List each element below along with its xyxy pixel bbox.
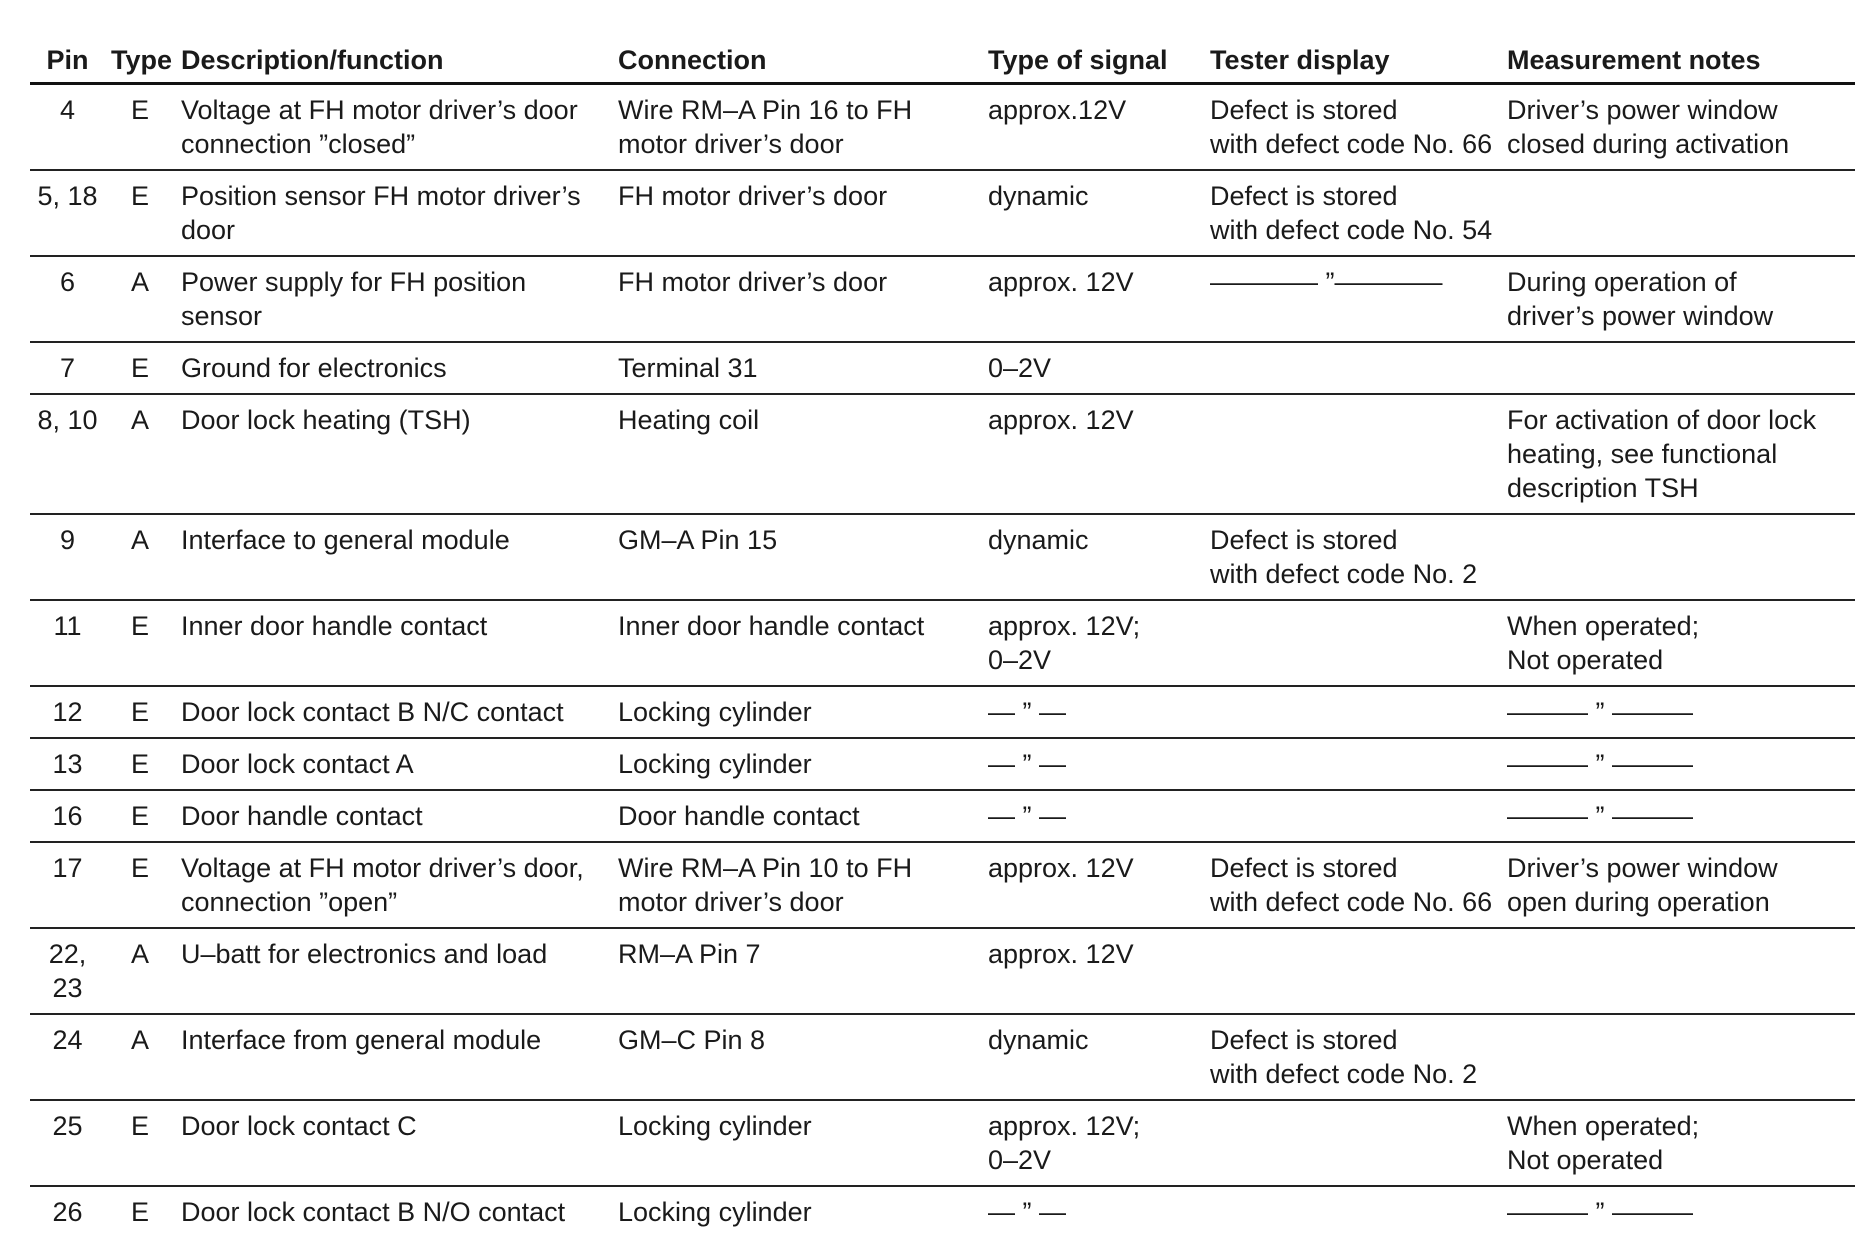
cell-notes xyxy=(1501,928,1855,1014)
cell-signal: dynamic xyxy=(982,1014,1204,1100)
cell-signal: — ” — xyxy=(982,686,1204,738)
header-description: Description/function xyxy=(175,30,612,84)
cell-tester xyxy=(1204,342,1501,394)
table-row xyxy=(30,1100,1855,1186)
cell-type: E xyxy=(105,686,175,738)
cell-notes xyxy=(1501,170,1855,256)
table-row xyxy=(30,394,1855,514)
cell-notes: ——— ” ——— xyxy=(1501,738,1855,790)
cell-pin: 6 xyxy=(30,256,105,342)
cell-connection: Locking cylinder xyxy=(612,738,982,790)
cell-description: Door lock contact C xyxy=(175,1100,612,1186)
cell-pin: 5, 18 xyxy=(30,170,105,256)
cell-description: Door lock heating (TSH) xyxy=(175,394,612,514)
cell-pin: 17 xyxy=(30,842,105,928)
cell-signal: approx. 12V xyxy=(982,842,1204,928)
table-row xyxy=(30,790,1855,842)
cell-description: Power supply for FH position sensor xyxy=(175,256,612,342)
cell-type: E xyxy=(105,342,175,394)
cell-notes xyxy=(1501,342,1855,394)
cell-type: E xyxy=(105,1186,175,1237)
table-row xyxy=(30,738,1855,790)
cell-description: Interface from general module xyxy=(175,1014,612,1100)
cell-description: Voltage at FH motor driver’s door connection ”closed” xyxy=(175,84,612,171)
cell-pin: 25 xyxy=(30,1100,105,1186)
cell-description: Interface to general module xyxy=(175,514,612,600)
cell-type: E xyxy=(105,1100,175,1186)
cell-type: A xyxy=(105,928,175,1014)
table-row xyxy=(30,686,1855,738)
cell-tester xyxy=(1204,1186,1501,1237)
cell-tester xyxy=(1204,394,1501,514)
cell-type: A xyxy=(105,1014,175,1100)
cell-description: Voltage at FH motor driver’s door, connection ”open” xyxy=(175,842,612,928)
cell-signal: — ” — xyxy=(982,790,1204,842)
cell-notes: During operation of driver’s power window xyxy=(1501,256,1855,342)
cell-tester: Defect is stored with defect code No. 54 xyxy=(1204,170,1501,256)
cell-pin: 13 xyxy=(30,738,105,790)
cell-type: E xyxy=(105,84,175,171)
cell-connection: Locking cylinder xyxy=(612,1186,982,1237)
cell-description: Ground for electronics xyxy=(175,342,612,394)
table-row xyxy=(30,84,1855,171)
cell-connection: Terminal 31 xyxy=(612,342,982,394)
cell-description: Door lock contact B N/O contact xyxy=(175,1186,612,1237)
cell-connection: Inner door handle contact xyxy=(612,600,982,686)
header-connection: Connection xyxy=(612,30,982,84)
cell-description: Position sensor FH motor driver’s door xyxy=(175,170,612,256)
header-tester: Tester display xyxy=(1204,30,1501,84)
header-row xyxy=(30,30,1855,84)
cell-pin: 26 xyxy=(30,1186,105,1237)
cell-pin: 24 xyxy=(30,1014,105,1100)
header-signal: Type of signal xyxy=(982,30,1204,84)
cell-notes: ——— ” ——— xyxy=(1501,790,1855,842)
cell-connection: Door handle contact xyxy=(612,790,982,842)
cell-tester: Defect is stored with defect code No. 2 xyxy=(1204,514,1501,600)
cell-type: E xyxy=(105,790,175,842)
header-notes: Measurement notes xyxy=(1501,30,1855,84)
table-row xyxy=(30,842,1855,928)
cell-type: E xyxy=(105,600,175,686)
cell-signal: — ” — xyxy=(982,1186,1204,1237)
cell-tester xyxy=(1204,738,1501,790)
cell-tester xyxy=(1204,928,1501,1014)
cell-connection: Wire RM–A Pin 16 to FH motor driver’s door xyxy=(612,84,982,171)
table-body xyxy=(30,84,1855,1237)
cell-tester: Defect is stored with defect code No. 66 xyxy=(1204,842,1501,928)
table-row xyxy=(30,1014,1855,1100)
cell-notes: Driver’s power window closed during activation xyxy=(1501,84,1855,171)
cell-signal: approx. 12V; 0–2V xyxy=(982,1100,1204,1186)
cell-type: A xyxy=(105,394,175,514)
cell-type: E xyxy=(105,170,175,256)
table-row xyxy=(30,514,1855,600)
cell-pin: 7 xyxy=(30,342,105,394)
cell-notes xyxy=(1501,1014,1855,1100)
cell-connection: FH motor driver’s door xyxy=(612,256,982,342)
cell-notes: For activation of door lock heating, see functional description TSH xyxy=(1501,394,1855,514)
pin-assignment-table xyxy=(30,30,1855,1237)
cell-signal: approx. 12V xyxy=(982,928,1204,1014)
cell-tester xyxy=(1204,790,1501,842)
cell-notes: ——— ” ——— xyxy=(1501,1186,1855,1237)
cell-pin: 9 xyxy=(30,514,105,600)
cell-description: Door handle contact xyxy=(175,790,612,842)
cell-notes: ——— ” ——— xyxy=(1501,686,1855,738)
cell-pin: 22, 23 xyxy=(30,928,105,1014)
cell-notes xyxy=(1501,514,1855,600)
cell-connection: RM–A Pin 7 xyxy=(612,928,982,1014)
cell-connection: GM–A Pin 15 xyxy=(612,514,982,600)
cell-pin: 4 xyxy=(30,84,105,171)
cell-signal: approx.12V xyxy=(982,84,1204,171)
cell-description: Door lock contact B N/C contact xyxy=(175,686,612,738)
cell-pin: 11 xyxy=(30,600,105,686)
cell-signal: approx. 12V xyxy=(982,256,1204,342)
cell-signal: approx. 12V xyxy=(982,394,1204,514)
cell-description: U–batt for electronics and load xyxy=(175,928,612,1014)
cell-connection: Wire RM–A Pin 10 to FH motor driver’s door xyxy=(612,842,982,928)
cell-pin: 12 xyxy=(30,686,105,738)
cell-notes: When operated; Not operated xyxy=(1501,1100,1855,1186)
cell-signal: approx. 12V; 0–2V xyxy=(982,600,1204,686)
cell-notes: Driver’s power window open during operation xyxy=(1501,842,1855,928)
cell-pin: 8, 10 xyxy=(30,394,105,514)
cell-connection: FH motor driver’s door xyxy=(612,170,982,256)
cell-signal: dynamic xyxy=(982,514,1204,600)
cell-connection: Heating coil xyxy=(612,394,982,514)
cell-tester: Defect is stored with defect code No. 2 xyxy=(1204,1014,1501,1100)
cell-pin: 16 xyxy=(30,790,105,842)
cell-tester xyxy=(1204,686,1501,738)
cell-signal: 0–2V xyxy=(982,342,1204,394)
cell-signal: dynamic xyxy=(982,170,1204,256)
cell-connection: Locking cylinder xyxy=(612,686,982,738)
header-pin: Pin xyxy=(30,30,105,84)
cell-description: Inner door handle contact xyxy=(175,600,612,686)
cell-type: A xyxy=(105,256,175,342)
table-row xyxy=(30,600,1855,686)
table-row xyxy=(30,928,1855,1014)
cell-connection: GM–C Pin 8 xyxy=(612,1014,982,1100)
cell-tester xyxy=(1204,1100,1501,1186)
cell-tester xyxy=(1204,600,1501,686)
cell-notes: When operated; Not operated xyxy=(1501,600,1855,686)
table-row xyxy=(30,256,1855,342)
cell-type: A xyxy=(105,514,175,600)
cell-tester: ———— ”———— xyxy=(1204,256,1501,342)
cell-type: E xyxy=(105,738,175,790)
cell-tester: Defect is stored with defect code No. 66 xyxy=(1204,84,1501,171)
cell-type: E xyxy=(105,842,175,928)
cell-description: Door lock contact A xyxy=(175,738,612,790)
cell-signal: — ” — xyxy=(982,738,1204,790)
table-row xyxy=(30,170,1855,256)
cell-connection: Locking cylinder xyxy=(612,1100,982,1186)
table-row xyxy=(30,342,1855,394)
header-type: Type xyxy=(105,30,175,84)
table-row xyxy=(30,1186,1855,1237)
